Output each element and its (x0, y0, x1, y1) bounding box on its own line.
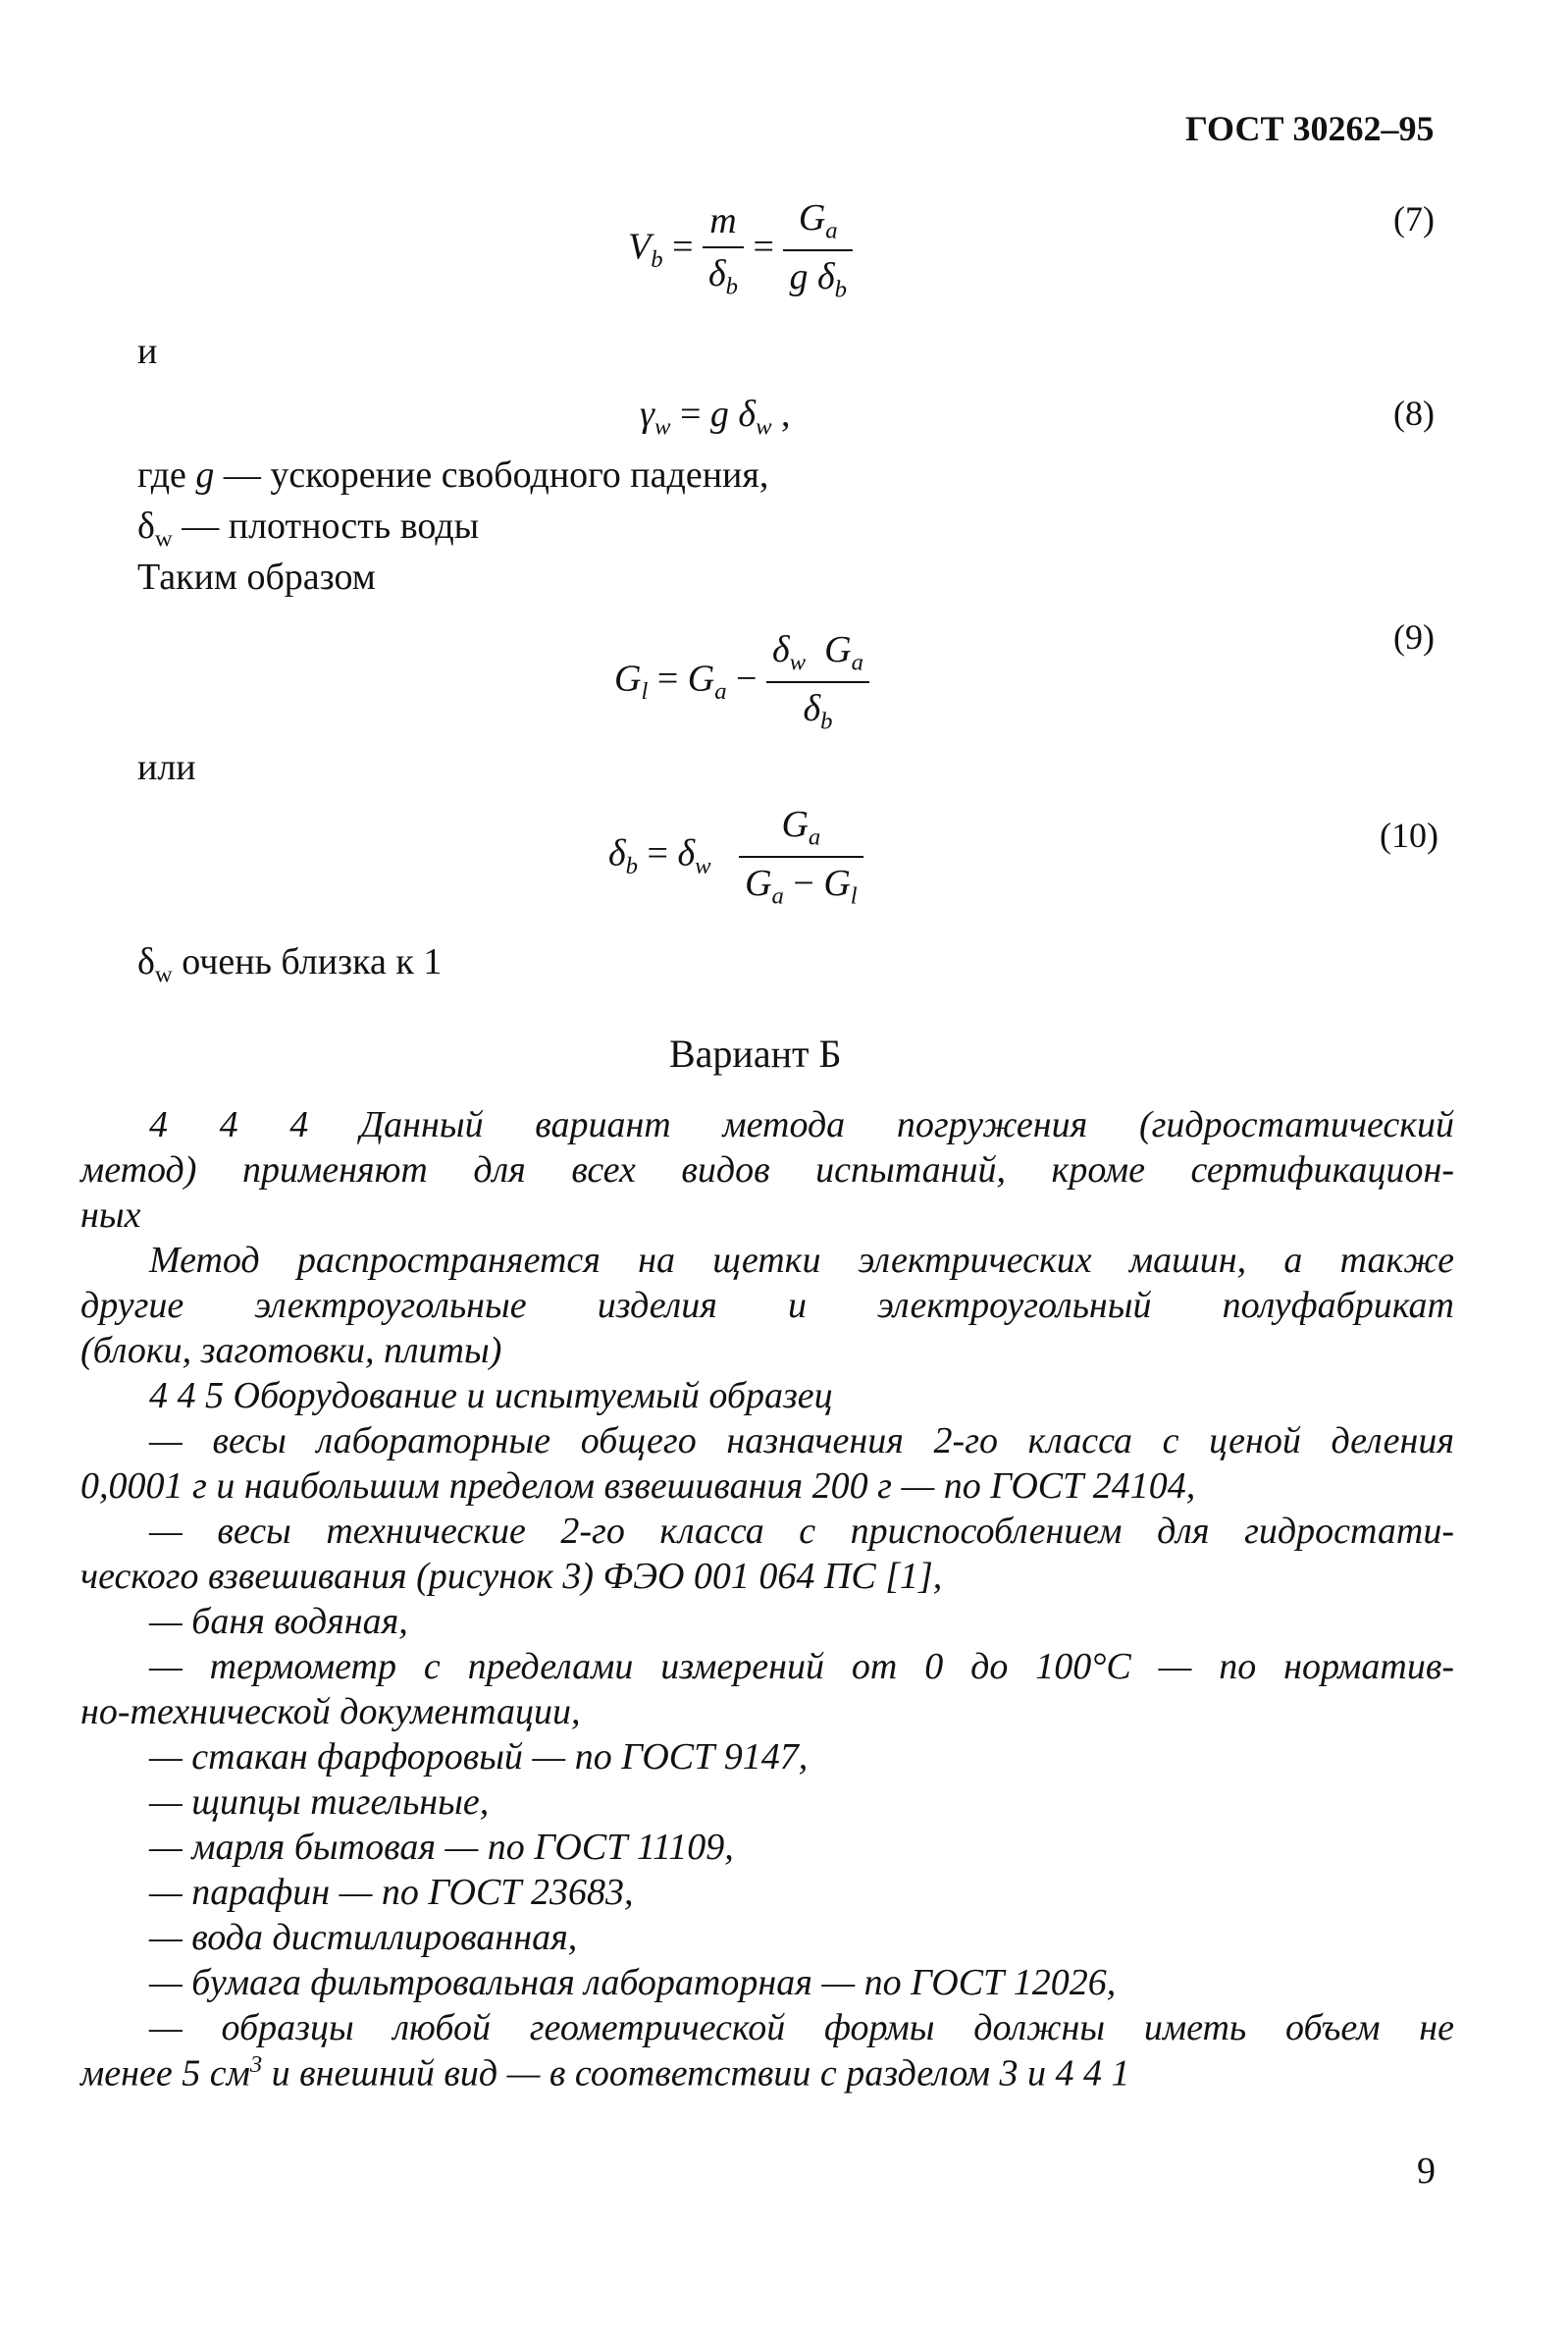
body-line: 0,0001 г и наибольшим пределом взвешивания 200 г — по ГОСТ 24104, (80, 1465, 1196, 1507)
body-line: Метод распространяется на щетки электрических машин, а также (149, 1240, 1454, 1281)
body-line: — образцы любой геометрической формы должны иметь объем не (149, 2007, 1454, 2048)
body-line: — щипцы тигельные, (149, 1781, 490, 1823)
body-line: — термометр с пределами измерений от 0 до 100°С — по норматив- (149, 1646, 1454, 1687)
or-label: или (137, 747, 196, 788)
body-line: — весы лабораторные общего назначения 2-го класса с ценой деления (149, 1420, 1454, 1461)
equation-7-number: (7) (1393, 199, 1435, 239)
equation-10: $\delta_b = \delta_w$ $\frac{G_a}{G_a - G_l}$ (608, 803, 863, 910)
body-line: метод) применяют для всех видов испытаний, кроме сертификацион- (80, 1149, 1454, 1191)
equation-9: $G_l = G_a$ − $\frac{\delta_w G_a}{\delta_b}$ (614, 628, 869, 735)
body-line: (блоки, заготовки, плиты) (80, 1330, 502, 1371)
delta-w-note: $\delta_w$ очень близка к 1 (137, 941, 443, 988)
section-heading: Вариант Б (669, 1032, 842, 1076)
equation-10-number: (10) (1380, 816, 1438, 855)
equation-9-number: (9) (1393, 617, 1435, 657)
body-line: — баня водяная, (149, 1601, 408, 1642)
body-line: — парафин — по ГОСТ 23683, (149, 1872, 634, 1913)
equation-8-number: (8) (1393, 394, 1435, 433)
body-line: менее 5 $см^3$ и внешний вид — в соответствии с разделом 3 и 4 4 1 (80, 2051, 1130, 2095)
body-line: — марля бытовая — по ГОСТ 11109, (149, 1827, 734, 1868)
body-line: ческого взвешивания (рисунок 3) ФЭО 001 064 ПС [1], (80, 1556, 943, 1597)
body-line: — бумага фильтровальная лабораторная — по ГОСТ 12026, (149, 1962, 1117, 2003)
document-code: ГОСТ 30262–95 (1185, 109, 1435, 148)
body-line: 4 4 4 Данный вариант метода погружения (гидростатический (149, 1104, 1454, 1145)
equation-8: $\gamma_w = g$ $\delta_w$ , (640, 394, 791, 441)
body-line: — вода дистиллированная, (149, 1917, 578, 1958)
definition-g: где g — ускорение свободного падения, (137, 454, 769, 496)
thus-label: Таким образом (137, 557, 376, 598)
body-line: но-технической документации, (80, 1691, 581, 1732)
equation-7: $V_b$ = $\frac{m}{\delta_b}$ = $\frac{G_a}{g \delta_b}$ (628, 196, 853, 303)
page-number: 9 (1417, 2150, 1436, 2192)
body-line: — стакан фарфоровый — по ГОСТ 9147, (149, 1736, 809, 1778)
body-line: 4 4 5 Оборудование и испытуемый образец (149, 1375, 833, 1416)
body-line: — весы технические 2-го класса с приспособлением для гидростати- (149, 1511, 1454, 1552)
body-line: другие электроугольные изделия и электроугольный полуфабрикат (80, 1285, 1454, 1326)
body-line: ных (80, 1194, 141, 1236)
and-label: и (137, 331, 158, 372)
definition-delta-w: $\delta_w$ — плотность воды (137, 505, 480, 553)
